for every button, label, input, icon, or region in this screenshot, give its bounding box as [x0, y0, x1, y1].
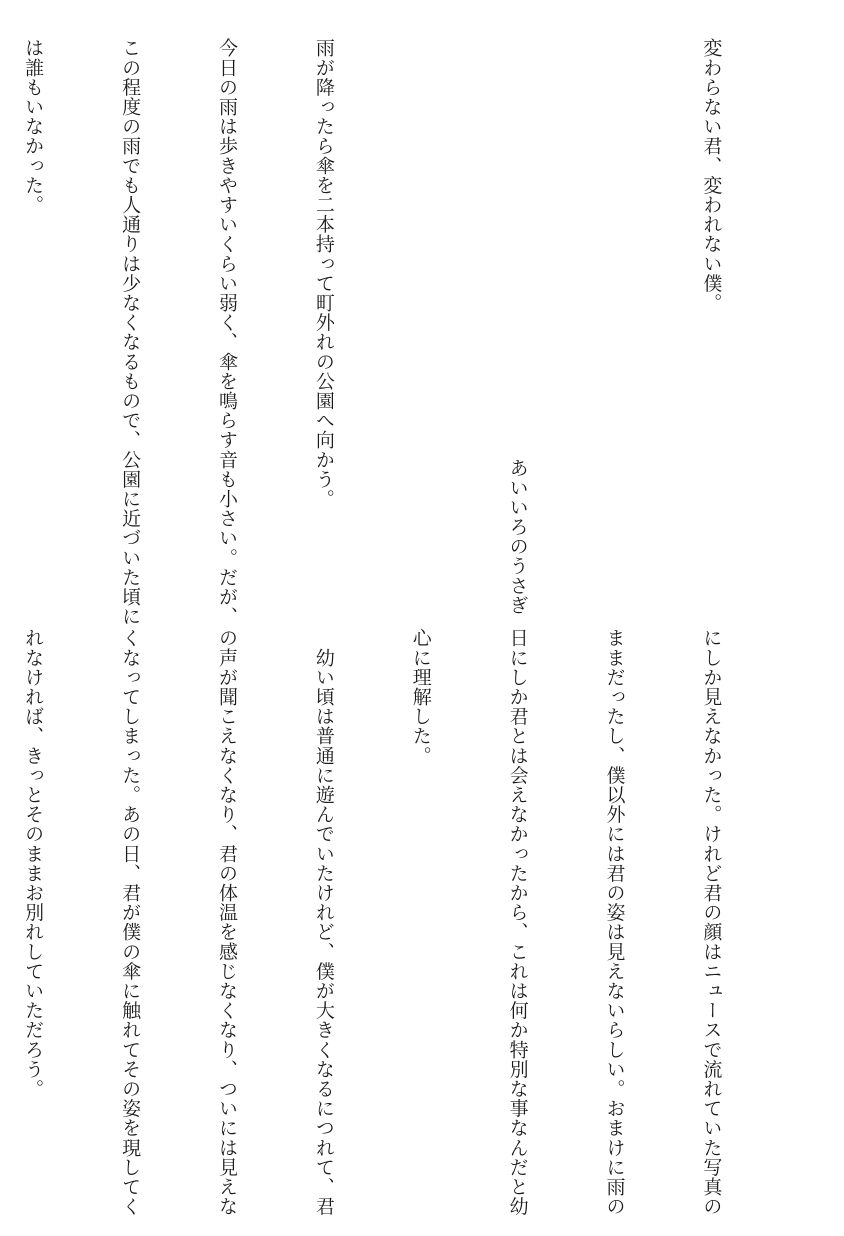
text-line: 幼い頃は普通に遊んでいたけれど、僕が大きくなるにつれて、君	[312, 628, 335, 1216]
text-line: は誰もいなかった。	[22, 38, 45, 215]
text-line: れなければ、きっとそのままお別れしていただろう。	[22, 628, 45, 1099]
blank-line	[598, 38, 630, 618]
text-line: ままだったし、僕以外には君の姿は見えないらしい。おまけに雨の	[603, 628, 626, 1216]
story-title: 変わらない君、変われない僕。	[700, 38, 723, 313]
blank-line	[404, 38, 436, 618]
text-line: くなってしまった。あの日、君が僕の傘に触れてその姿を現してく	[119, 628, 142, 1216]
text-line: この程度の雨でも人通りは少なくなるもので、公園に近づいた頃に	[119, 38, 142, 626]
story-bottom-block	[0, 628, 792, 1216]
text-line: にしか見えなかった。けれど君の顔はニュースで流れていた写真の	[700, 628, 723, 1216]
text-line: 日にしか君とは会えなかったから、これは何か特別な事なんだと幼	[506, 628, 529, 1216]
text-line: 雨が降ったら傘を二本持って町外れの公園へ向かう。	[312, 38, 335, 509]
story-top-block	[0, 38, 792, 626]
text-line: 心に理解した。	[409, 628, 432, 766]
text-line: の声が聞こえなくなり、君の体温を感じなくなり、ついには見えな	[215, 628, 238, 1216]
text-line: 今日の雨は歩きやすいくらい弱く、傘を鳴らす音も小さい。だが、	[215, 38, 238, 626]
author-name: あいいろのうさぎ	[506, 458, 529, 615]
